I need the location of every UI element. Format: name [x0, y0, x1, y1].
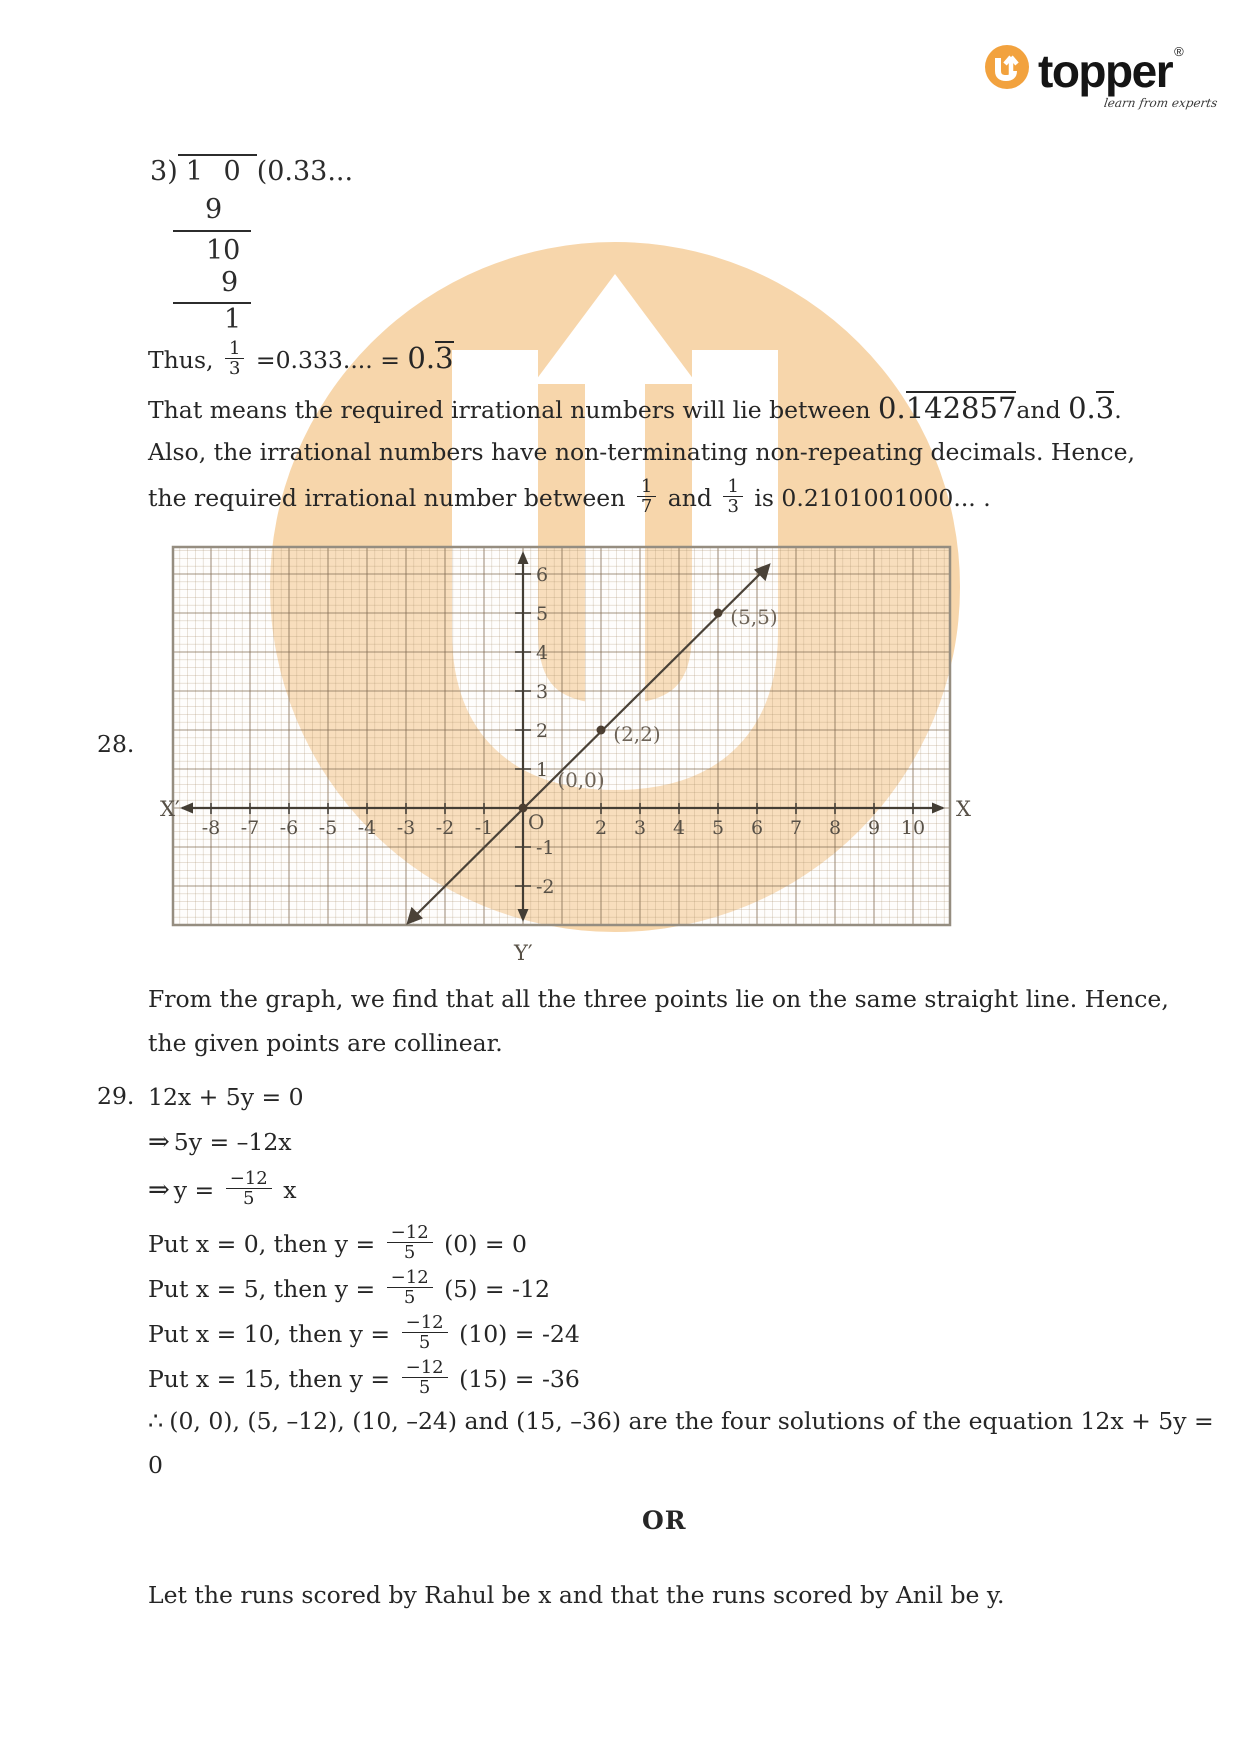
- x-prime-label: X′: [160, 797, 180, 821]
- question-number-28: 28.: [97, 730, 135, 758]
- x-tick-label: 3: [633, 817, 647, 839]
- recurring-decimal: 0.142857: [878, 391, 1017, 425]
- y-tick-label: 6: [536, 564, 549, 586]
- fraction-1-3: $\frac{1}{3}$: [225, 339, 244, 378]
- division-row: [150, 156, 353, 187]
- text: 5y = –12x: [173, 1128, 292, 1156]
- fraction-minus12-5: $\frac{-12}{5}$: [226, 1169, 272, 1208]
- y-prime-label: Y′: [514, 941, 533, 965]
- fraction-1-7: $\frac{1}{7}$: [637, 477, 656, 516]
- text: (5) = -12: [444, 1275, 550, 1304]
- x-tick-label: 2: [594, 817, 608, 839]
- text: That means the required irrational numbers will lie between: [148, 396, 871, 424]
- topper-logo: [984, 44, 1184, 97]
- y-tick-label: 4: [536, 642, 549, 664]
- put-row-2: [148, 1312, 580, 1355]
- text: (0) = 0: [444, 1230, 528, 1259]
- final-line: Let the runs scored by Rahul be x and that the runs scored by Anil be y.: [148, 1581, 1005, 1609]
- conclusion-line-1: From the graph, we find that all the three points lie on the same straight line. Hence,: [148, 985, 1169, 1013]
- x-tick-label: 7: [789, 817, 803, 839]
- therefore-line-cont: 0: [148, 1451, 163, 1479]
- y-tick-label: 5: [536, 603, 549, 625]
- division-divisor: 3: [150, 156, 168, 187]
- x-axis-label: X: [956, 797, 971, 821]
- therefore-line: [148, 1406, 1214, 1437]
- implies-symbol: ⇒: [148, 1175, 170, 1206]
- y-tick-label: 1: [536, 759, 549, 781]
- text: Put x = 10, then y =: [148, 1320, 391, 1349]
- long-division-figure: [150, 156, 370, 336]
- text: (10) = -24: [459, 1320, 580, 1349]
- x-tick-label: 5: [711, 817, 725, 839]
- implies-symbol: ⇒: [148, 1127, 170, 1157]
- brand-name: topper: [1038, 45, 1173, 97]
- x-tick-label: 10: [900, 817, 926, 839]
- division-step: 9: [205, 194, 223, 225]
- required-line: [148, 476, 991, 519]
- or-heading: OR: [642, 1506, 687, 1535]
- text: x: [283, 1176, 297, 1205]
- y-tick-label: -2: [536, 876, 555, 898]
- coordinate-graph: [160, 540, 980, 972]
- x-tick-label: -4: [357, 817, 377, 839]
- x-tick-label: -3: [396, 817, 416, 839]
- division-quotient: 0.33...: [267, 156, 354, 187]
- x-tick-label: -6: [279, 817, 299, 839]
- y-tick-label: 3: [536, 681, 549, 703]
- fraction-minus12-5: $\frac{-12}{5}$: [387, 1223, 433, 1262]
- division-step: 9: [221, 267, 239, 298]
- fraction-1-3: $\frac{1}{3}$: [723, 477, 742, 516]
- division-bracket: ): [167, 156, 178, 187]
- graph-figure: [160, 540, 980, 976]
- division-step: 10: [206, 235, 241, 266]
- point-label: (2,2): [613, 722, 661, 746]
- division-rule: [173, 230, 251, 232]
- fraction-minus12-5: $\frac{-12}{5}$: [402, 1313, 448, 1352]
- recurring-decimal: 0.3: [1068, 391, 1115, 425]
- text: and: [667, 484, 712, 513]
- division-paren: (: [256, 156, 268, 187]
- text: (0, 0), (5, –12), (10, –24) and (15, –36) are the four solutions of the equation 12x + 5y =: [169, 1407, 1214, 1435]
- text: Put x = 0, then y =: [148, 1230, 376, 1259]
- text: =0.333.... =: [255, 346, 400, 374]
- put-row-1: [148, 1267, 550, 1310]
- x-tick-label: -2: [435, 817, 455, 839]
- point-label: (0,0): [557, 768, 605, 792]
- text: and: [1016, 396, 1061, 424]
- x-tick-label: -7: [240, 817, 260, 839]
- also-line: Also, the irrational numbers have non-terminating non-repeating decimals. Hence,: [148, 438, 1135, 466]
- equation-3: [148, 1168, 297, 1211]
- division-dividend: 1 0: [178, 154, 257, 187]
- put-row-3: [148, 1357, 580, 1400]
- text: y =: [173, 1176, 215, 1205]
- text: .: [1114, 396, 1122, 424]
- x-tick-label: 6: [750, 817, 764, 839]
- text: (15) = -36: [459, 1365, 580, 1394]
- y-tick-label: 2: [536, 720, 549, 742]
- therefore-symbol: ∴: [148, 1407, 164, 1435]
- topper-u-arrow-icon: [984, 44, 1030, 90]
- recurring-decimal: 0.3: [407, 341, 454, 375]
- fraction-minus12-5: $\frac{-12}{5}$: [387, 1268, 433, 1307]
- text: Thus,: [148, 346, 214, 374]
- x-tick-label: -5: [318, 817, 338, 839]
- x-tick-label: 9: [867, 817, 881, 839]
- text: the required irrational number between: [148, 484, 626, 513]
- division-remainder: 1: [224, 304, 242, 335]
- text: Put x = 5, then y =: [148, 1275, 376, 1304]
- text: is 0.2101001000... .: [754, 484, 991, 513]
- x-tick-label: 4: [672, 817, 686, 839]
- y-tick-label: -1: [536, 837, 555, 859]
- equation-2: [148, 1126, 292, 1160]
- between-line: [148, 390, 1122, 428]
- x-tick-label: -8: [201, 817, 221, 839]
- question-number-29: 29.: [97, 1082, 135, 1110]
- text: Put x = 15, then y =: [148, 1365, 391, 1394]
- x-tick-label: 8: [828, 817, 842, 839]
- origin-label: O: [528, 810, 545, 834]
- thus-line: [148, 337, 454, 381]
- equation-1: 12x + 5y = 0: [148, 1083, 304, 1111]
- fraction-minus12-5: $\frac{-12}{5}$: [402, 1358, 448, 1397]
- put-row-0: [148, 1222, 528, 1265]
- point-label: (5,5): [730, 605, 778, 629]
- brand-tagline: learn from experts: [1103, 96, 1219, 110]
- x-tick-label: -1: [474, 817, 494, 839]
- registered-mark: ®: [1174, 44, 1184, 59]
- conclusion-line-2: the given points are collinear.: [148, 1029, 503, 1057]
